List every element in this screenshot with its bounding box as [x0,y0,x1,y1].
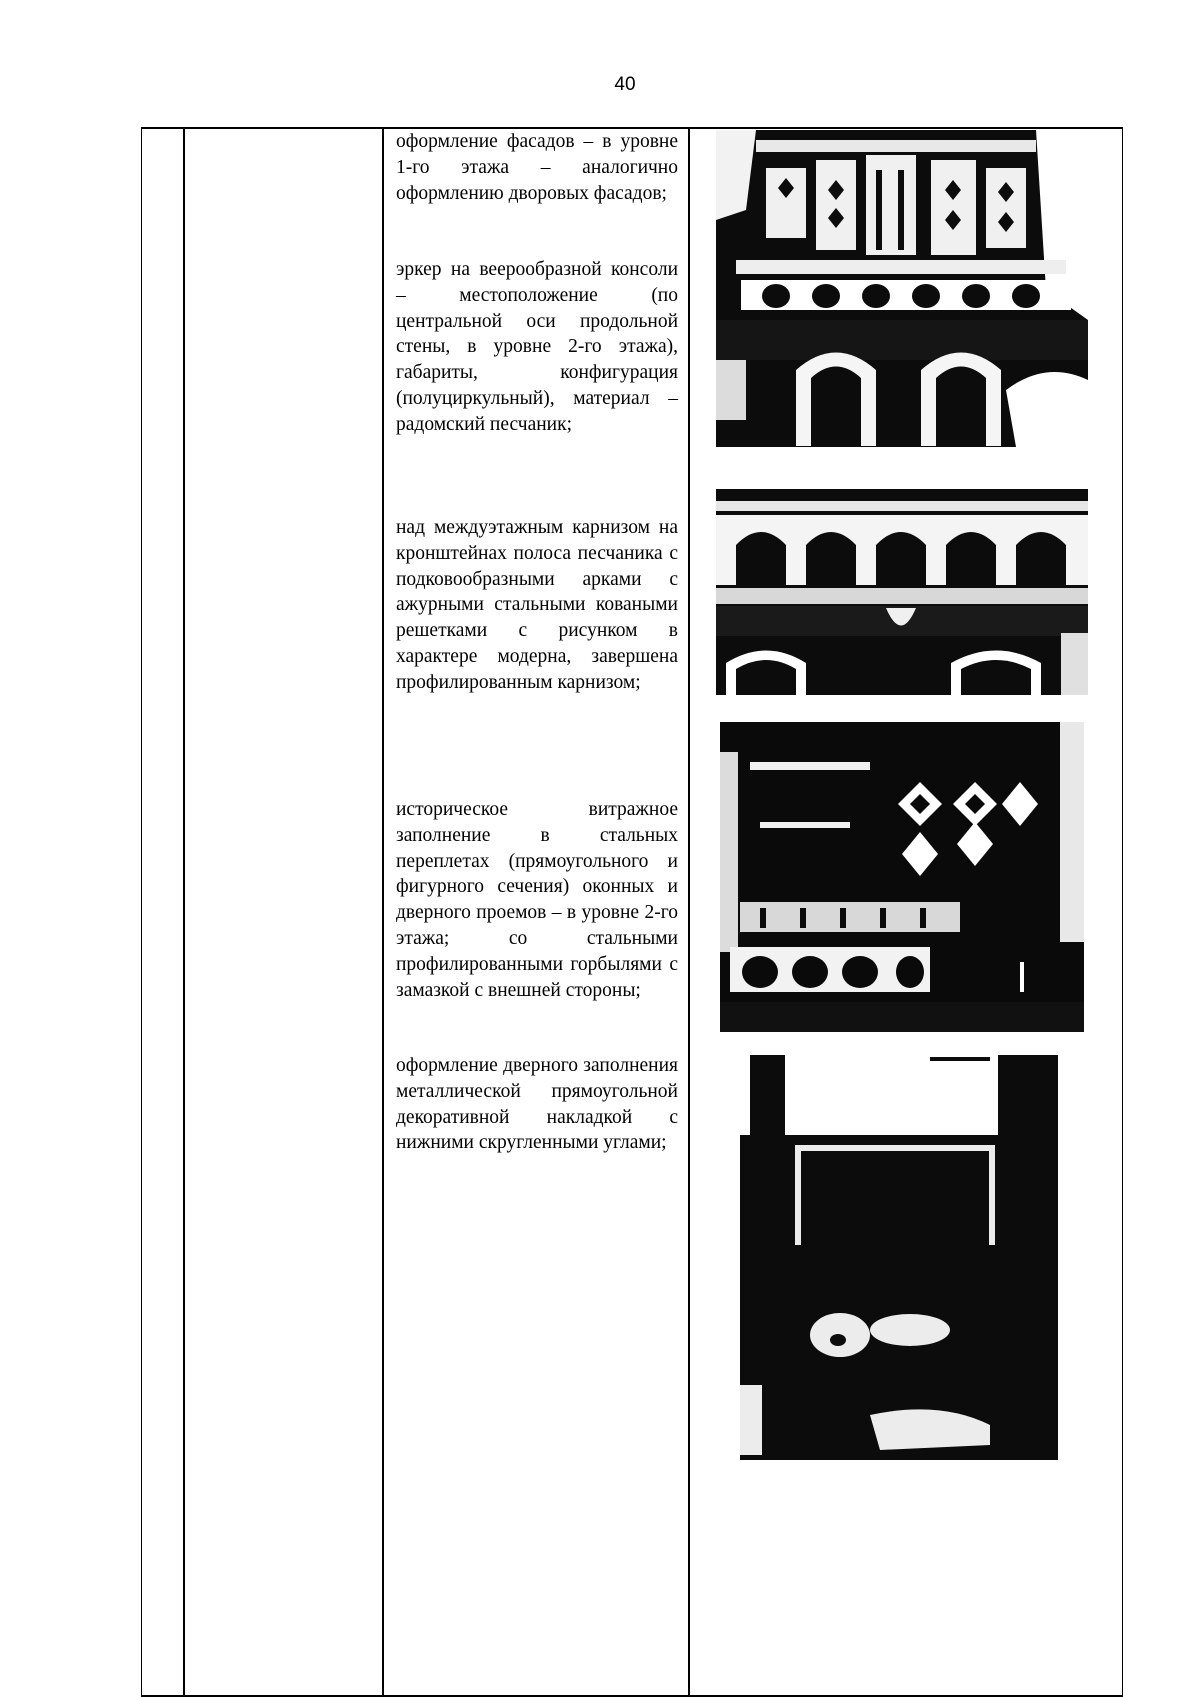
column-divider-2 [382,128,384,1697]
photo-horseshoe-arches [716,473,1088,695]
description-door-plate: оформление дверного заполнения металлической прямоугольной декоративной накладкой с нижними скругленными углами; [396,1055,678,1154]
photo-stained-glass [720,722,1084,1032]
description-facade-first-floor: оформление фасадов – в уровне 1-го этажа – аналогично оформлению дворовых фасадов; [396,131,678,204]
page-number: 40 [614,74,636,95]
description-stained-glass: историческое витражное заполнение в стальных переплетах (прямоугольного и фигурного сечения) оконных и дверного проемов – в уровне 2-го этажа; со стальными профилированными горбылями с замазкой с внешней стороны; [396,799,678,1001]
table-bottom-border [141,1695,1123,1697]
column-divider-1 [183,128,185,1697]
photo-bay-window [716,130,1088,447]
description-arches-band: над междуэтажным карнизом на кронштейнах полоса песчаника с подковообразными арками с ажурными стальными коваными решетками с рисунком в характере модерна, завершена профилированным карнизом; [396,517,678,693]
photo-door-plate [740,1055,1058,1467]
column-divider-3 [688,128,690,1697]
description-bay-window: эркер на веерообразной консоли – местоположение (по центральной оси продольной стены, в уровне 2-го этажа), габариты, конфигурация (полуциркульный), материал – радомский песчаник; [396,259,678,435]
